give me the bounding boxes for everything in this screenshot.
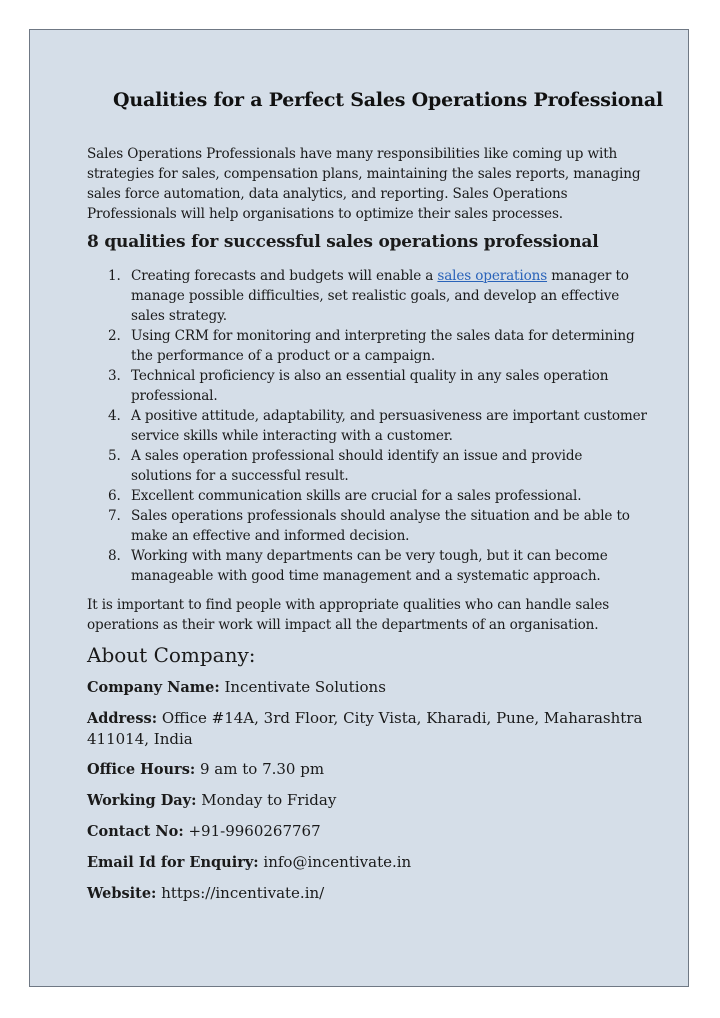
list-text: Excellent communication skills are crucial for a sales professional. <box>131 488 582 504</box>
list-number: 4. <box>108 408 121 424</box>
email-label: Email Id for Enquiry: <box>87 854 259 871</box>
list-text: Sales operations professionals should analyse the situation and be able to make an effective and informed decision. <box>131 508 630 544</box>
contact-label: Contact No: <box>87 823 184 840</box>
company-info <box>87 677 647 914</box>
page-title: Qualities for a Perfect Sales Operations Professional <box>113 89 663 111</box>
list-number: 8. <box>108 548 121 564</box>
website-row <box>87 883 647 904</box>
list-text: Technical proficiency is also an essential quality in any sales operation professional. <box>131 368 609 404</box>
document-page <box>29 29 689 987</box>
working-day-value: Monday to Friday <box>201 791 337 809</box>
working-day-label: Working Day: <box>87 792 197 809</box>
office-hours-row <box>87 759 647 780</box>
qualities-list <box>87 266 647 586</box>
list-number: 6. <box>108 488 121 504</box>
office-hours-value: 9 am to 7.30 pm <box>200 760 325 778</box>
list-item <box>87 366 647 406</box>
list-text: Working with many departments can be very tough, but it can become manageable with good time management and a systematic approach. <box>131 548 608 584</box>
contact-row <box>87 821 647 842</box>
website-label: Website: <box>87 885 157 902</box>
about-company-heading: About Company: <box>87 643 256 667</box>
list-number: 7. <box>108 508 121 524</box>
list-number: 3. <box>108 368 121 384</box>
company-name-row <box>87 677 647 698</box>
address-value: Office #14A, 3rd Floor, City Vista, Kharadi, Pune, Maharashtra 411014, India <box>87 709 643 748</box>
closing-paragraph: It is important to find people with appropriate qualities who can handle sales operations as their work will impact all the departments of an organisation. <box>87 597 610 633</box>
list-number: 1. <box>108 268 121 284</box>
list-number: 5. <box>108 448 121 464</box>
company-name-value: Incentivate Solutions <box>224 678 386 696</box>
contact-value: +91-9960267767 <box>188 822 321 840</box>
list-text: Using CRM for monitoring and interpreting the sales data for determining the performance of a product or a campaign. <box>131 328 635 364</box>
list-item <box>87 406 647 446</box>
list-text: manager to manage possible difficulties, set realistic goals, and develop an effective sales strategy. <box>131 268 629 324</box>
email-value: info@incentivate.in <box>263 853 412 871</box>
intro-paragraph: Sales Operations Professionals have many responsibilities like coming up with strategies for sales, compensation plans, maintaining the sales reports, managing sales force automation, data analytics, and reporting. Sales Operations Professionals will help organisations to optimize their sales processes. <box>87 146 641 222</box>
address-label: Address: <box>87 710 158 727</box>
company-name-label: Company Name: <box>87 679 220 696</box>
list-text: Creating forecasts and budgets will enable a <box>131 268 438 284</box>
list-item <box>87 486 647 506</box>
website-value: https://incentivate.in/ <box>161 884 325 902</box>
working-day-row <box>87 790 647 811</box>
list-text: A positive attitude, adaptability, and persuasiveness are important customer service skills while interacting with a customer. <box>131 408 647 444</box>
email-row <box>87 852 647 873</box>
list-number: 2. <box>108 328 121 344</box>
qualities-heading: 8 qualities for successful sales operations professional <box>87 232 599 252</box>
list-text: A sales operation professional should identify an issue and provide solutions for a successful result. <box>131 448 583 484</box>
list-item <box>87 446 647 486</box>
list-item <box>87 546 647 586</box>
list-item <box>87 326 647 366</box>
address-row <box>87 708 647 749</box>
office-hours-label: Office Hours: <box>87 761 196 778</box>
list-item <box>87 266 647 326</box>
list-item <box>87 506 647 546</box>
sales-operations-link[interactable]: sales operations <box>437 268 548 284</box>
